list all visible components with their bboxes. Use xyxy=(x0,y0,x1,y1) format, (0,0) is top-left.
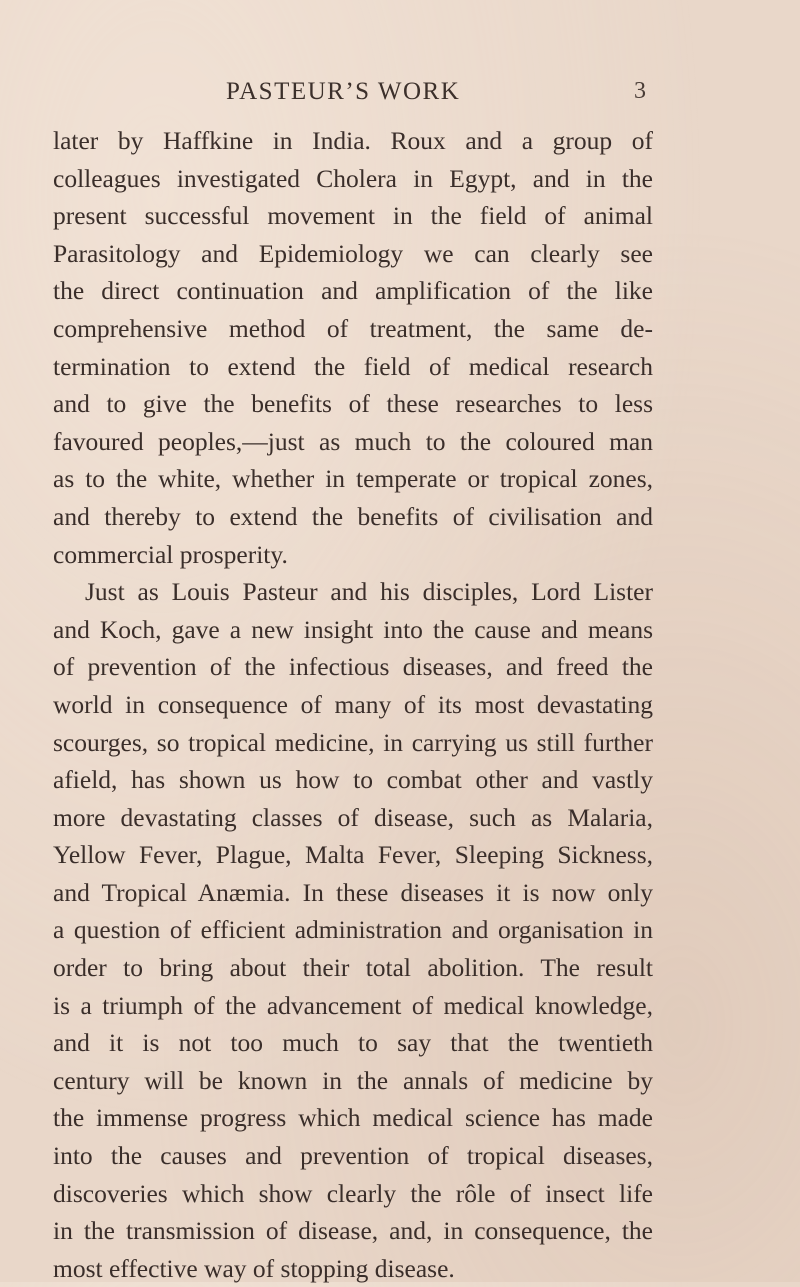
text-line: termination to extend the field of medical research xyxy=(53,351,653,381)
running-head-title: PASTEUR’S WORK xyxy=(226,78,461,105)
text-line: comprehensive method of treatment, the same de- xyxy=(53,313,653,343)
text-line: afield, has shown us how to combat other and vastly xyxy=(53,765,653,795)
paragraph-1 xyxy=(53,122,653,573)
text-line: the immense progress which medical science has made xyxy=(53,1103,653,1133)
text-line: colleagues investigated Cholera in Egypt, and in the xyxy=(53,163,653,193)
text-line: present successful movement in the field of animal xyxy=(53,201,653,231)
text-line: century will be known in the annals of medicine by xyxy=(53,1065,653,1095)
text-line: a question of efficient administration and organisation in xyxy=(53,915,653,945)
text-line: and to give the benefits of these researches to less xyxy=(53,389,653,419)
text-line: of prevention of the infectious diseases, and freed the xyxy=(53,652,653,682)
text-line: is a triumph of the advancement of medical knowledge, xyxy=(53,990,653,1020)
text-line: the direct continuation and amplification of the like xyxy=(53,276,653,306)
text-line: commercial prosperity. xyxy=(53,539,288,569)
text-line: Just as Louis Pasteur and his disciples, Lord Lister xyxy=(85,577,653,607)
text-line: more devastating classes of disease, such as Malaria, xyxy=(53,802,653,832)
text-line: and Koch, gave a new insight into the cause and means xyxy=(53,614,653,644)
text-line: order to bring about their total abolition. The result xyxy=(53,953,653,983)
text-line: discoveries which show clearly the rôle of insect life xyxy=(53,1178,653,1208)
text-line: into the causes and prevention of tropical diseases, xyxy=(53,1141,653,1171)
page-number: 3 xyxy=(634,78,646,104)
text-line: later by Haffkine in India. Roux and a group of xyxy=(53,126,653,155)
body-text xyxy=(53,122,653,1287)
text-line: favoured peoples,—just as much to the coloured man xyxy=(53,426,653,456)
text-line: Yellow Fever, Plague, Malta Fever, Sleeping Sickness, xyxy=(53,840,653,870)
text-line: and Tropical Anæmia. In these diseases it is now only xyxy=(53,877,653,907)
text-line: Parasitology and Epidemiology we can clearly see xyxy=(53,238,653,268)
text-line: and thereby to extend the benefits of civilisation and xyxy=(53,501,653,531)
text-line: in the transmission of disease, and, in consequence, the xyxy=(53,1216,653,1246)
text-line: and it is not too much to say that the twentieth xyxy=(53,1028,653,1058)
paragraph-2 xyxy=(53,573,653,1287)
running-head xyxy=(0,78,800,118)
text-line: as to the white, whether in temperate or tropical zones, xyxy=(53,464,653,494)
text-line: most effective way of stopping disease. xyxy=(53,1253,455,1283)
text-line: scourges, so tropical medicine, in carrying us still further xyxy=(53,727,653,757)
text-line: world in consequence of many of its most devastating xyxy=(53,689,653,719)
